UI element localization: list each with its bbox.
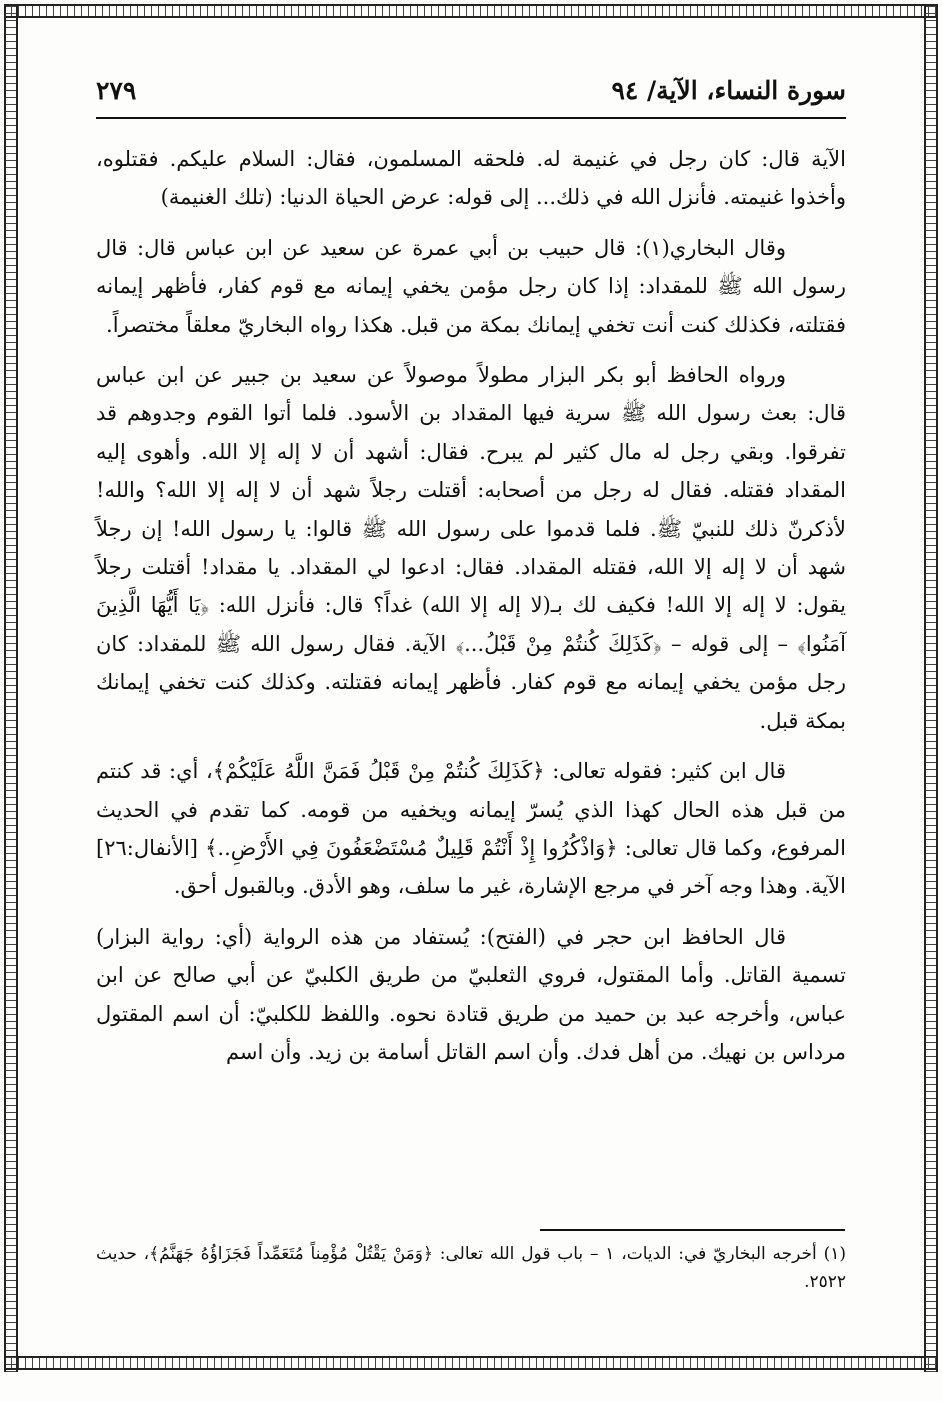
paragraph: ورواه الحافظ أبو بكر البزار مطولاً موصولاً عن سعيد بن جبير عن ابن عباس قال: بعث رسول الله ﷺ سرية فيها المقداد بن الأسود. فلما أتوا القوم وجدوهم قد تفرقوا. وبقي رجل له مال كثير لم يبرح. فقال: أشهد أن لا إله إلا الله. وأهوى إليه المقداد فقتله. فقال له رجل من أصحابه: أقتلت رجلاً شهد أن لا إله إلا الله؟ والله! لأذكرنّ ذلك للنبيّ ﷺ. فلما قدموا على رسول الله ﷺ قالوا: يا رسول الله! إن رجلاً شهد أن لا إله إلا الله، فقتله المقداد. فقال: ادعوا لي المقداد. يا مقداد! أقتلت رجلاً يقول: لا إله إلا الله! فكيف لك بـ(لا إله إلا الله) غداً؟ قال: فأنزل الله: ﴿يَا أَيُّهَا الَّذِينَ آمَنُوا﴾ – إلى قوله – ﴿كَذَلِكَ كُنتُمْ مِنْ قَبْلُ...﴾ الآية. فقال رسول الله ﷺ للمقداد: كان رجل مؤمن يخفي إيمانه مع قوم كفار. فأظهر إيمانه فقتلته. وكذلك كنت تخفي إيمانك بمكة قبل. [96, 363, 846, 733]
footnote: (١) أخرجه البخاريّ في: الديات، ١ – باب قول الله تعالى: ﴿وَمَنْ يَقْتُلْ مُؤْمِناً مُتَعَمِّداً فَجَزَاؤُهُ جَهَنَّمُ﴾، حديث ٢٥٢٢. [96, 1244, 846, 1292]
page-number: ٢٧٩ [96, 75, 137, 105]
ornamental-border-top [4, 4, 938, 18]
paragraph: الآية قال: كان رجل في غنيمة له. فلحقه المسلمون، فقال: السلام عليكم. فقتلوه، وأخذوا غنيمته. فأنزل الله في ذلك... إلى قوله: عرض الحياة الدنيا: (تلك الغنيمة) [96, 147, 846, 210]
paragraph: قال ابن كثير: فقوله تعالى: ﴿كَذَلِكَ كُنتُمْ مِنْ قَبْلُ فَمَنَّ اللَّهُ عَلَيْكُمْ﴾، أي: قد كنتم من قبل هذه الحال كهذا الذي يُسرّ إيمانه ويخفيه من قومه. كما تقدم في الحديث المرفوع، وكما قال تعالى: ﴿وَاذْكُرُوا إِذْ أَنْتُمْ قَلِيلٌ مُسْتَضْعَفُونَ فِي الأَرْضِ..﴾ [الأنفال:٢٦] الآية. وهذا وجه آخر في مرجع الإشارة، غير ما سلف، وهو الأدق. وبالقبول أحق. [96, 759, 846, 899]
ornamental-border-right [924, 4, 938, 1372]
footnote-rule [540, 1229, 845, 1231]
ornamental-border-left [4, 4, 18, 1372]
header-rule [96, 117, 846, 119]
paragraph: وقال البخاري(١): قال حبيب بن أبي عمرة عن سعيد عن ابن عباس قال: قال رسول الله ﷺ للمقداد: إذا كان رجل مؤمن يخفي إيمانه مع قوم كفار، فأظهر إيمانه فقتلته، فكذلك كنت أنت تخفي إيمانك بمكة من قبل. هكذا رواه البخاريّ معلقاً مختصراً. [96, 235, 846, 337]
running-header [96, 70, 846, 110]
chapter-title: سورة النساء، الآية/ ٩٤ [611, 75, 846, 105]
paragraph: قال الحافظ ابن حجر في (الفتح): يُستفاد من هذه الرواية (أي: رواية البزار) تسمية القاتل. وأما المقتول، فروي الثعلبيّ من طريق الكلبيّ عن أبي صالح عن ابن عباس، وأخرجه عبد بن حميد من طريق قتادة نحوه. واللفظ للكلبيّ: أن اسم المقتول مرداس بن نهيك. من أهل فدك. وأن اسم القاتل أسامة بن زيد. وأن اسم [96, 924, 846, 1064]
ornamental-border-bottom [4, 1356, 938, 1370]
main-text [96, 140, 846, 1083]
